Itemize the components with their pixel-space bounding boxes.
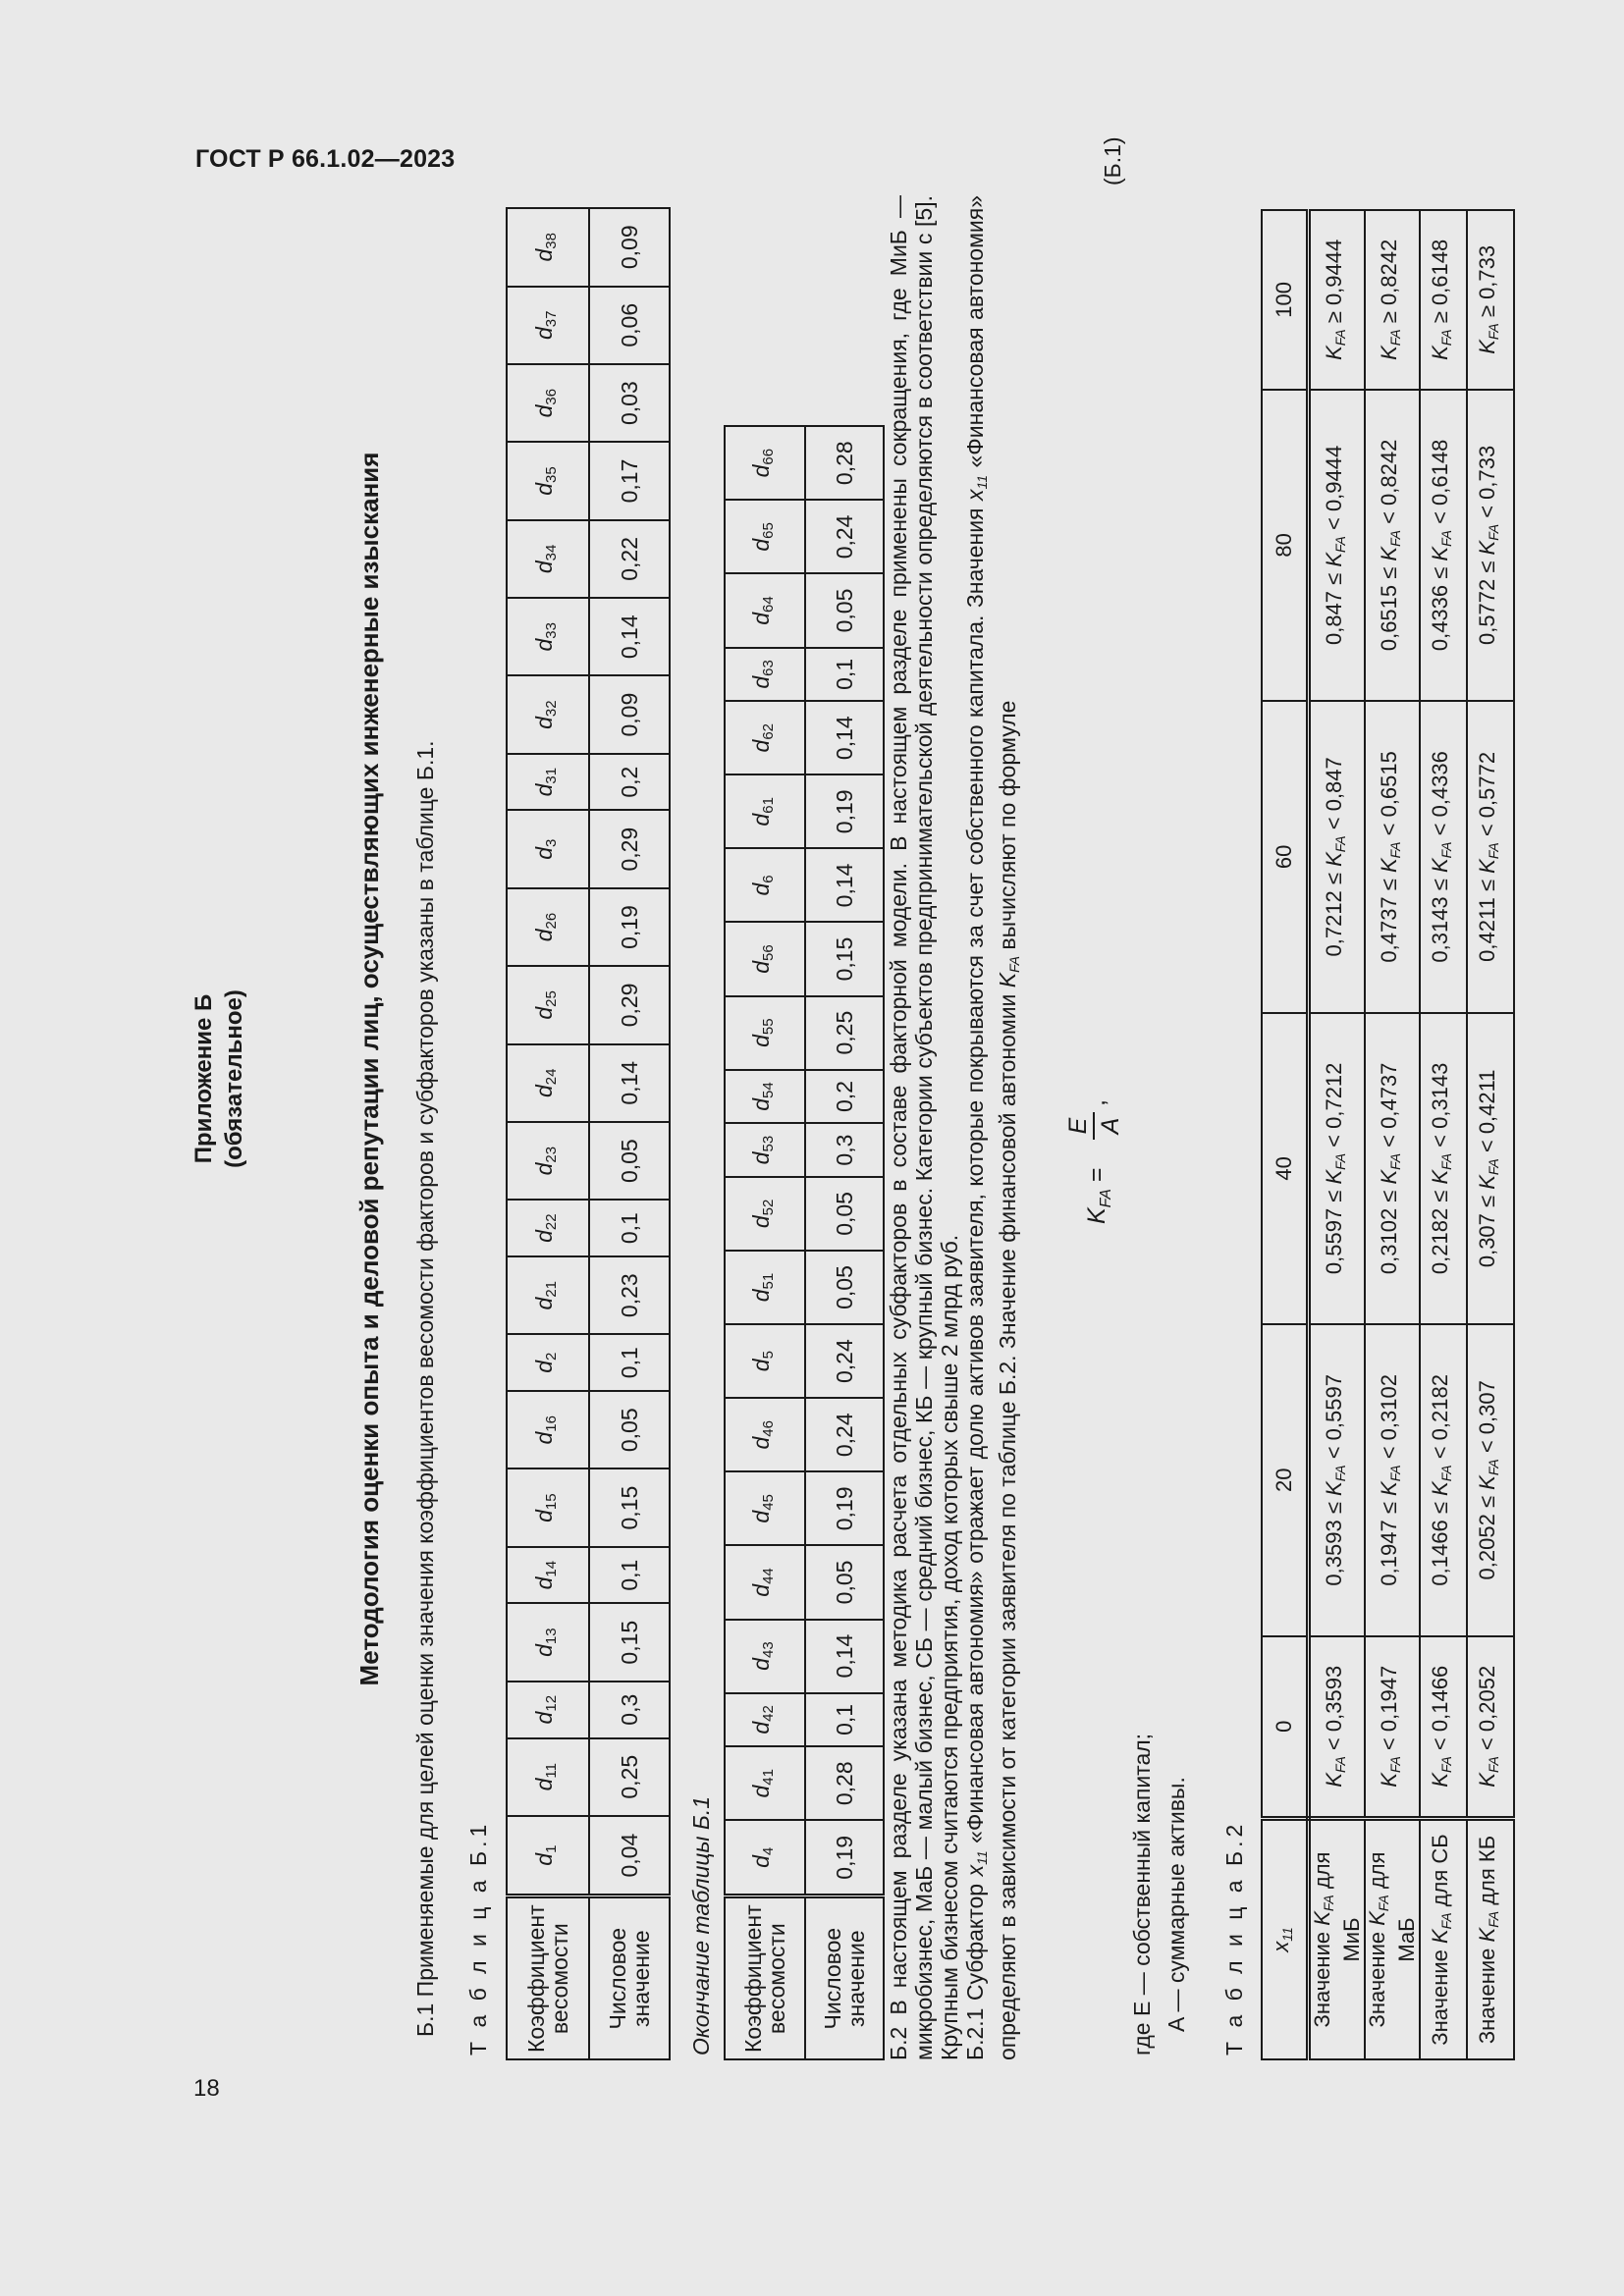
coefficient-d43: $d_{43}$ xyxy=(725,1620,805,1693)
formula-eq: = xyxy=(1083,1167,1110,1190)
appendix-title: Приложение Б xyxy=(190,993,217,1164)
kfa-symbol: $K_{FA}$ xyxy=(1310,1895,1336,1926)
coefficient-value: 0,19 xyxy=(589,888,670,966)
table-b2-cell: $0,1947 \le K_{FA} < 0,3102$ xyxy=(1365,1324,1420,1635)
table-b1-continuation-caption: Окончание таблицы Б.1 xyxy=(688,1795,714,2056)
coefficient-d55: $d_{55}$ xyxy=(725,996,805,1070)
coefficient-value: 0,24 xyxy=(805,1398,884,1471)
coefficient-d53: $d_{53}$ xyxy=(725,1123,805,1177)
table-b2-header-label xyxy=(1262,1819,1309,2060)
coefficient-d64: $d_{64}$ xyxy=(725,573,805,647)
formula-lhs xyxy=(1083,1168,1115,1225)
kfa-symbol: $K_{FA}$ xyxy=(1322,1756,1348,1788)
coefficient-d4: $d_4$ xyxy=(725,1820,805,1896)
coefficient-value: 0,05 xyxy=(805,1251,884,1324)
table-b2 xyxy=(1261,209,1515,2060)
coefficient-d32: $d_{32}$ xyxy=(507,675,589,753)
coefficient-d56: $d_{56}$ xyxy=(725,922,805,995)
coefficient-d15: $d_{15}$ xyxy=(507,1468,589,1546)
coefficient-value: 0,17 xyxy=(589,442,670,519)
paragraph-b2: Б.2 В настоящем разделе указана методика расчета отдельных субфакторов в составе факторной модели. В настоящем разделе применены сокращения, где МиБ — микробизнес, МаБ — малый бизнес, СБ — средний бизнес, КБ — крупный бизнес. Категории субъектов предпринимательской деятельности определяются в соответствии с [5]. Крупным бизнесом считаются предприятия, доход которых свыше 2 млрд руб. xyxy=(886,195,962,2060)
kfa-symbol: $K_{FA}$ xyxy=(1475,842,1501,874)
coefficient-value: 0,1 xyxy=(589,1200,670,1256)
coefficient-d54: $d_{54}$ xyxy=(725,1070,805,1124)
table-b2-cell: $0,6515 \le K_{FA} < 0,8242$ xyxy=(1365,390,1420,701)
coefficient-d6: $d_6$ xyxy=(725,848,805,922)
paragraph-b1: Б.1 Применяемые для целей оценки значения коэффициентов весомости факторов и субфакторов указаны в таблице Б.1. xyxy=(412,740,438,2037)
coefficient-value: 0,05 xyxy=(589,1122,670,1200)
coefficient-value: 0,28 xyxy=(805,426,884,500)
paragraph-b21: Б.2.1 Субфактор $x_{11}$ «Финансовая автономия» отражает долю активов заявителя, которые покрываются за счет собственного капитала. Значения $x_{11}$ «Финансовая автономия» определяют в зависимости от категории заявителя по таблице Б.2. Значение финансовой автономии $K_{FA}$ вычисляют по формуле xyxy=(962,194,1022,2060)
table-b2-cell: $0,3102 \le K_{FA} < 0,4737$ xyxy=(1365,1013,1420,1324)
coefficient-d16: $d_{16}$ xyxy=(507,1391,589,1468)
coefficient-value: 0,05 xyxy=(805,573,884,647)
coefficient-value: 0,14 xyxy=(589,1044,670,1122)
coefficient-d12: $d_{12}$ xyxy=(507,1682,589,1738)
kfa-symbol: $K_{FA}$ xyxy=(1475,1910,1501,1943)
coefficient-d13: $d_{13}$ xyxy=(507,1603,589,1681)
table-row xyxy=(1365,210,1420,2059)
table-row xyxy=(1309,210,1366,2059)
page-number: 18 xyxy=(193,2075,220,2102)
coefficient-d65: $d_{65}$ xyxy=(725,500,805,573)
coefficient-value: 0,05 xyxy=(805,1177,884,1251)
table-b2-row-label: Значение $K_{FA}$ для КБ xyxy=(1467,1819,1514,2060)
table-b2-cell: $K_{FA} \ge 0,8242$ xyxy=(1365,210,1420,390)
table-b2-row-label: Значение $K_{FA}$ для МиБ xyxy=(1309,1819,1366,2060)
coefficient-d41: $d_{41}$ xyxy=(725,1746,805,1820)
table-b1-part2 xyxy=(724,425,885,2060)
kfa-symbol: $K_{FA}$ xyxy=(1377,1465,1403,1496)
kfa-symbol: $K_{FA}$ xyxy=(1428,329,1454,360)
table-b2-cell: $0,3143 \le K_{FA} < 0,4336$ xyxy=(1420,701,1467,1012)
kfa-symbol: $K_{FA}$ xyxy=(1377,530,1403,561)
table-b2-cell: $K_{FA} \ge 0,9444$ xyxy=(1309,210,1366,390)
table-b2-cell: $K_{FA} < 0,2052$ xyxy=(1467,1636,1514,1819)
table-b2-cell: $K_{FA} \ge 0,6148$ xyxy=(1420,210,1467,390)
table-b2-cell: $K_{FA} < 0,3593$ xyxy=(1309,1636,1366,1819)
coefficient-value: 0,09 xyxy=(589,675,670,753)
x11-symbol: $x_{11}$ xyxy=(962,1850,990,1877)
kfa-symbol: $K_{FA}$ xyxy=(1377,841,1403,874)
coefficient-d36: $d_{36}$ xyxy=(507,364,589,442)
document-header: ГОСТ Р 66.1.02—2023 xyxy=(195,145,456,173)
coefficient-value: 0,19 xyxy=(805,1471,884,1545)
table-b2-cell: $K_{FA} \ge 0,733$ xyxy=(1467,210,1514,390)
coefficient-d21: $d_{21}$ xyxy=(507,1256,589,1334)
kfa-symbol: $K_{FA}$ xyxy=(1365,1895,1391,1926)
table-b2-cell: $0,4336 \le K_{FA} < 0,6148$ xyxy=(1420,390,1467,701)
coefficient-value: 0,14 xyxy=(805,1620,884,1693)
formula-denominator: A xyxy=(1097,1117,1124,1135)
coefficient-d22: $d_{22}$ xyxy=(507,1200,589,1256)
table-row xyxy=(507,208,589,2059)
coefficient-value: 0,14 xyxy=(805,701,884,774)
coefficient-d25: $d_{25}$ xyxy=(507,966,589,1043)
table-b1-caption: Т а б л и ц а Б.1 xyxy=(465,1820,491,2056)
formula-fraction xyxy=(1063,1112,1126,1140)
coefficient-d2: $d_2$ xyxy=(507,1334,589,1391)
table-b2-cell: $0,4211 \le K_{FA} < 0,5772$ xyxy=(1467,701,1514,1012)
kfa-symbol: $K_{FA}$ xyxy=(1428,1465,1454,1496)
coefficient-d46: $d_{46}$ xyxy=(725,1398,805,1471)
coefficient-value: 0,19 xyxy=(805,1820,884,1896)
row-label-value: Числовое значение xyxy=(805,1896,884,2059)
coefficient-value: 0,14 xyxy=(805,848,884,922)
table-b2-cell: $0,2052 \le K_{FA} < 0,307$ xyxy=(1467,1324,1514,1635)
kfa-symbol: $K_{FA}$ xyxy=(1475,523,1501,556)
coefficient-value: 0,24 xyxy=(805,1324,884,1398)
table-b2-cell: $0,4737 \le K_{FA} < 0,6515$ xyxy=(1365,701,1420,1012)
x11-symbol: $x_{11}$ xyxy=(1269,1927,1295,1952)
coefficient-value: 0,25 xyxy=(589,1738,670,1816)
coefficient-d61: $d_{61}$ xyxy=(725,774,805,848)
kfa-symbol: $K_{FA}$ xyxy=(1377,1152,1403,1185)
row-label-value: Числовое значение xyxy=(589,1896,670,2059)
coefficient-value: 0,1 xyxy=(589,1547,670,1604)
coefficient-d42: $d_{42}$ xyxy=(725,1693,805,1747)
coefficient-value: 0,15 xyxy=(589,1603,670,1681)
coefficient-d23: $d_{23}$ xyxy=(507,1122,589,1200)
table-b2-cell: $0,3593 \le K_{FA} < 0,5597$ xyxy=(1309,1324,1366,1635)
coefficient-value: 0,14 xyxy=(589,598,670,675)
table-b2-column-header: 60 xyxy=(1262,701,1309,1012)
coefficient-value: 0,2 xyxy=(589,754,670,811)
table-b2-cell: $K_{FA} < 0,1466$ xyxy=(1420,1636,1467,1819)
table-row xyxy=(1420,210,1467,2059)
kfa-symbol: $K_{FA}$ xyxy=(1428,841,1454,874)
coefficient-d51: $d_{51}$ xyxy=(725,1251,805,1324)
coefficient-value: 0,1 xyxy=(589,1334,670,1391)
kfa-symbol: $K_{FA}$ xyxy=(1322,1465,1348,1496)
formula-k-sub: FA xyxy=(1098,1189,1114,1208)
table-b2-row-label: Значение $K_{FA}$ для МаБ xyxy=(1365,1819,1420,2060)
coefficient-value: 0,03 xyxy=(589,364,670,442)
coefficient-d37: $d_{37}$ xyxy=(507,287,589,364)
coefficient-value: 0,09 xyxy=(589,208,670,287)
kfa-symbol: $K_{FA}$ xyxy=(1428,1912,1454,1944)
coefficient-value: 0,25 xyxy=(805,996,884,1070)
table-b2-cell: $0,307 \le K_{FA} < 0,4211$ xyxy=(1467,1013,1514,1324)
where-a-definition: A — суммарные активы. xyxy=(1164,1777,1189,2032)
table-b2-cell: $0,5597 \le K_{FA} < 0,7212$ xyxy=(1309,1013,1366,1324)
table-row xyxy=(805,426,884,2059)
appendix-heading xyxy=(189,843,249,1314)
table-b2-cell: $0,5772 \le K_{FA} < 0,733$ xyxy=(1467,390,1514,701)
table-b2-caption: Т а б л и ц а Б.2 xyxy=(1221,1820,1247,2056)
coefficient-value: 0,1 xyxy=(805,648,884,702)
coefficient-d62: $d_{62}$ xyxy=(725,701,805,774)
table-b2-row-label: Значение $K_{FA}$ для СБ xyxy=(1420,1819,1467,2060)
coefficient-value: 0,19 xyxy=(805,774,884,848)
formula-k: K xyxy=(1083,1207,1110,1224)
row-label-coefficient: Коэффициент весомости xyxy=(725,1896,805,2059)
row-label-coefficient: Коэффициент весомости xyxy=(507,1896,589,2059)
kfa-symbol: $K_{FA}$ xyxy=(1428,1756,1454,1788)
where-e-definition: где E — собственный капитал; xyxy=(1129,1733,1155,2056)
kfa-symbol: $K_{FA}$ xyxy=(995,956,1022,988)
coefficient-value: 0,3 xyxy=(805,1123,884,1177)
x11-symbol: $x_{11}$ xyxy=(962,474,990,502)
coefficient-value: 0,28 xyxy=(805,1746,884,1820)
coefficient-d66: $d_{66}$ xyxy=(725,426,805,500)
coefficient-d45: $d_{45}$ xyxy=(725,1471,805,1545)
coefficient-d33: $d_{33}$ xyxy=(507,598,589,675)
kfa-symbol: $K_{FA}$ xyxy=(1475,1158,1501,1190)
coefficient-value: 0,05 xyxy=(805,1545,884,1619)
formula-numerator: E xyxy=(1063,1112,1095,1140)
table-b2-cell: $0,847 \le K_{FA} < 0,9444$ xyxy=(1309,390,1366,701)
coefficient-value: 0,15 xyxy=(805,922,884,995)
kfa-symbol: $K_{FA}$ xyxy=(1322,1152,1348,1185)
appendix-status: (обязательное) xyxy=(221,989,247,1168)
coefficient-d5: $d_5$ xyxy=(725,1324,805,1398)
table-b2-column-header: 0 xyxy=(1262,1636,1309,1819)
kfa-symbol: $K_{FA}$ xyxy=(1322,835,1348,867)
formula-b1 xyxy=(1056,981,1134,1314)
coefficient-value: 0,29 xyxy=(589,966,670,1043)
table-b2-cell: $0,2182 \le K_{FA} < 0,3143$ xyxy=(1420,1013,1467,1324)
table-b2-cell: $K_{FA} < 0,1947$ xyxy=(1365,1636,1420,1819)
table-row xyxy=(725,426,805,2059)
coefficient-d35: $d_{35}$ xyxy=(507,442,589,519)
coefficient-value: 0,3 xyxy=(589,1682,670,1738)
coefficient-d34: $d_{34}$ xyxy=(507,520,589,598)
coefficient-value: 0,24 xyxy=(805,500,884,573)
coefficient-d38: $d_{38}$ xyxy=(507,208,589,287)
formula-number: (Б.1) xyxy=(1100,136,1125,186)
table-b2-column-header: 80 xyxy=(1262,390,1309,701)
coefficient-value: 0,23 xyxy=(589,1256,670,1334)
coefficient-d14: $d_{14}$ xyxy=(507,1547,589,1604)
table-b2-column-header: 100 xyxy=(1262,210,1309,390)
kfa-symbol: $K_{FA}$ xyxy=(1377,329,1403,360)
table-b2-column-header: 20 xyxy=(1262,1324,1309,1635)
coefficient-d63: $d_{63}$ xyxy=(725,648,805,702)
coefficient-value: 0,15 xyxy=(589,1468,670,1546)
kfa-symbol: $K_{FA}$ xyxy=(1322,329,1348,360)
coefficient-d52: $d_{52}$ xyxy=(725,1177,805,1251)
coefficient-d26: $d_{26}$ xyxy=(507,888,589,966)
kfa-symbol: $K_{FA}$ xyxy=(1428,530,1454,561)
table-b2-column-header: 40 xyxy=(1262,1013,1309,1324)
kfa-symbol: $K_{FA}$ xyxy=(1475,323,1501,354)
coefficient-d44: $d_{44}$ xyxy=(725,1545,805,1619)
kfa-symbol: $K_{FA}$ xyxy=(1377,1756,1403,1788)
coefficient-d1: $d_1$ xyxy=(507,1816,589,1896)
kfa-symbol: $K_{FA}$ xyxy=(1475,1756,1501,1788)
table-b1-part1 xyxy=(506,207,671,2060)
coefficient-d31: $d_{31}$ xyxy=(507,754,589,811)
table-row xyxy=(589,208,670,2059)
formula-comma: , xyxy=(1083,1099,1110,1106)
coefficient-value: 0,04 xyxy=(589,1816,670,1896)
coefficient-d3: $d_3$ xyxy=(507,810,589,887)
kfa-symbol: $K_{FA}$ xyxy=(1428,1152,1454,1185)
section-title: Методология оценки опыта и деловой репутации лиц, осуществляющих инженерные изыскания xyxy=(354,452,384,1686)
coefficient-value: 0,05 xyxy=(589,1391,670,1468)
coefficient-d11: $d_{11}$ xyxy=(507,1738,589,1816)
coefficient-d24: $d_{24}$ xyxy=(507,1044,589,1122)
coefficient-value: 0,29 xyxy=(589,810,670,887)
coefficient-value: 0,1 xyxy=(805,1693,884,1747)
table-header-row xyxy=(1262,210,1309,2059)
table-b2-cell: $0,7212 \le K_{FA} < 0,847$ xyxy=(1309,701,1366,1012)
table-b2-cell: $0,1466 \le K_{FA} < 0,2182$ xyxy=(1420,1324,1467,1635)
coefficient-value: 0,2 xyxy=(805,1070,884,1124)
kfa-symbol: $K_{FA}$ xyxy=(1322,536,1348,567)
table-row xyxy=(1467,210,1514,2059)
coefficient-value: 0,22 xyxy=(589,520,670,598)
coefficient-value: 0,06 xyxy=(589,287,670,364)
kfa-symbol: $K_{FA}$ xyxy=(1475,1459,1501,1490)
